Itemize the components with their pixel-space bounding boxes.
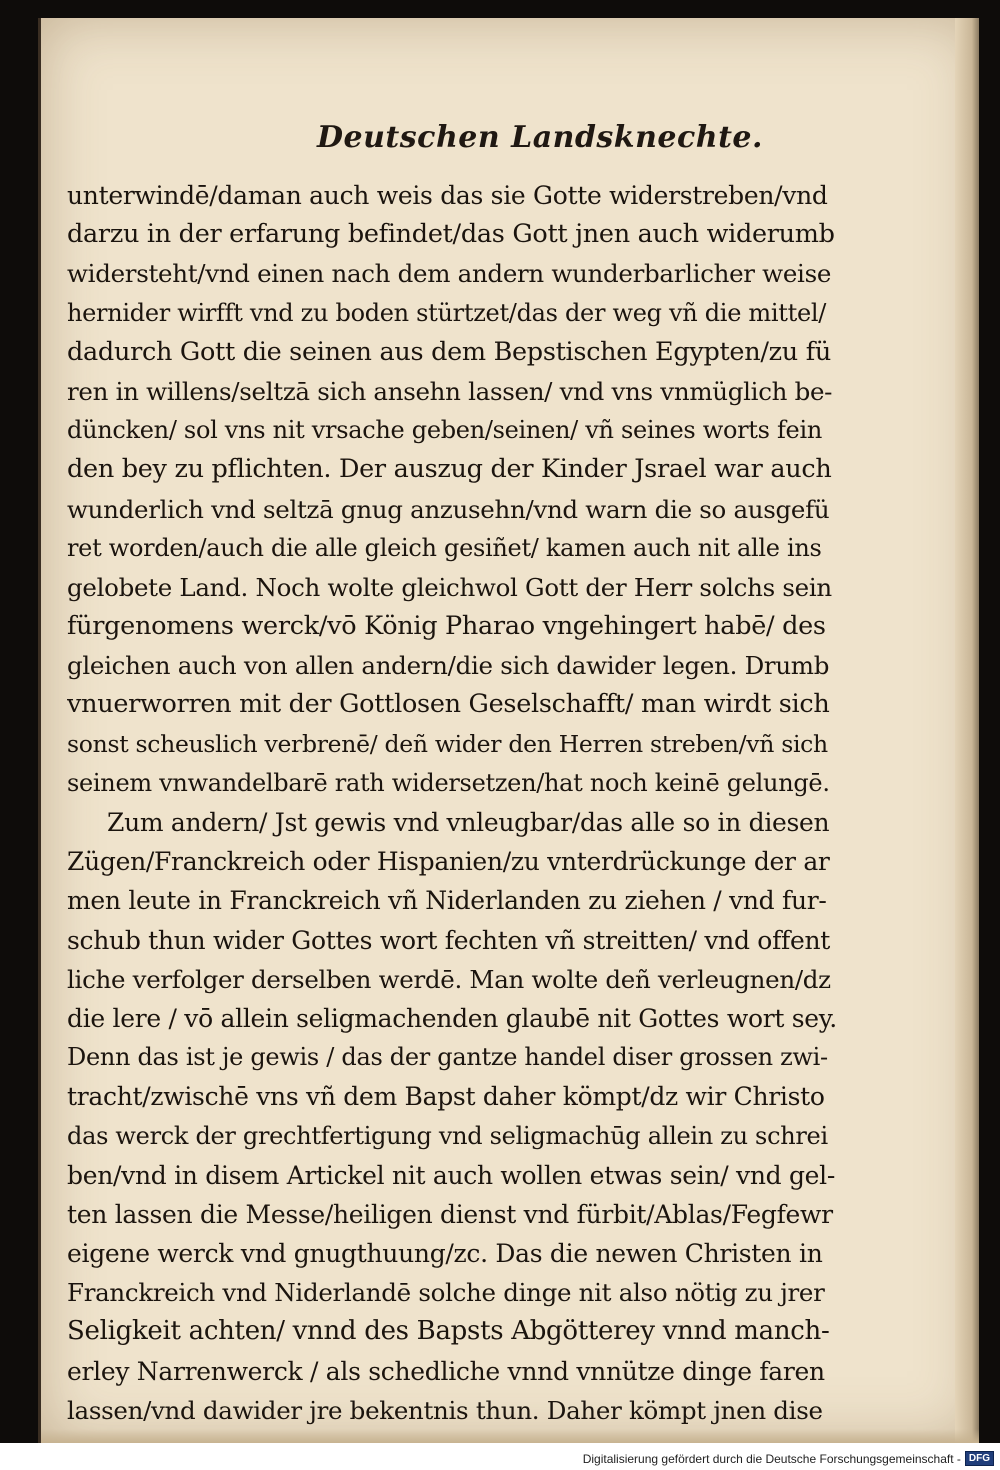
- body-text: [67, 176, 837, 1430]
- text-line: widersteht/vnd einen nach dem andern wunderbarlicher weise: [67, 259, 832, 289]
- text-line: das werck der grechtfertigung vnd seligmachūg allein zu schrei: [67, 1121, 828, 1150]
- text-line: gelobete Land. Noch wolte gleichwol Gott der Herr solchs sein: [67, 572, 832, 602]
- text-line: lassen/vnd dawider jre bekentnis thun. Daher kömpt jnen dise: [67, 1395, 823, 1425]
- text-line: ben/vnd in disem Artickel nit auch wollen etwas sein/ vnd gel-: [67, 1160, 836, 1190]
- footer-credit: [583, 1451, 994, 1466]
- text-line: ten lassen die Messe/heiligen dienst vnd fürbit/Ablas/Fegfewr: [67, 1199, 833, 1229]
- text-line: Denn das ist je gewis / das der gantze handel diser grossen zwi-: [67, 1043, 828, 1072]
- text-line: darzu in der erfarung befindet/das Gott jnen auch widerumb: [67, 219, 835, 250]
- page-bottom-edge: [41, 1429, 979, 1443]
- text-line: gleichen auch von allen andern/die sich dawider legen. Drumb: [67, 651, 830, 681]
- text-line: ren in willens/seltzā sich ansehn lassen/ vnd vns vnmüglich be-: [67, 376, 833, 406]
- text-line: erley Narrenwerck / als schedliche vnnd vnnütze dinge faren: [67, 1356, 825, 1386]
- book-page: [38, 18, 979, 1443]
- text-line: unterwindē/daman auch weis das sie Gotte widerstreben/vnd: [67, 181, 828, 210]
- text-line: dadurch Gott die seinen aus dem Bepstischen Egypten/zu fü: [67, 336, 831, 367]
- text-line: die lere / vō allein seligmachenden glaubē nit Gottes wort sey.: [67, 1003, 837, 1033]
- text-line: Franckreich vnd Niderlandē solche dinge nit also nötig zu jrer: [67, 1278, 825, 1308]
- dfg-logo: DFG: [965, 1451, 994, 1466]
- running-head: Deutschen Landsknechte.: [317, 120, 763, 155]
- text-line: hernider wirfft vnd zu boden stürtzet/das der weg vñ die mittel/: [67, 298, 827, 327]
- text-line: tracht/zwischē vns vñ dem Bapst daher kömpt/dz wir Christo: [67, 1082, 825, 1112]
- text-line: Zum andern/ Jst gewis vnd vnleugbar/das alle so in diesen: [107, 808, 830, 837]
- text-line: wunderlich vnd seltzā gnug anzusehn/vnd warn die so ausgefü: [67, 494, 830, 524]
- text-line: Seligkeit achten/ vnnd des Bapsts Abgötterey vnnd manch-: [67, 1316, 830, 1347]
- text-line: fürgenomens werck/vō König Pharao vngehingert habē/ des: [67, 611, 826, 642]
- text-line: den bey zu pflichten. Der auszug der Kinder Jsrael war auch: [67, 454, 832, 485]
- text-line: ret worden/auch die alle gleich gesiñet/ kamen auch nit alle ins: [67, 533, 822, 562]
- text-line: eigene werck vnd gnugthuung/zc. Das die newen Christen in: [67, 1239, 823, 1269]
- text-line: sonst scheuslich verbrenē/ deñ wider den Herren streben/vñ sich: [67, 729, 828, 758]
- text-line: vnuerworren mit der Gottlosen Geselschafft/ man wirdt sich: [67, 689, 830, 720]
- footer-credit-text: Digitalisierung gefördert durch die Deutsche Forschungsgemeinschaft -: [582, 1451, 961, 1466]
- text-line: liche verfolger derselben werdē. Man wolte deñ verleugnen/dz: [67, 964, 831, 994]
- text-line: seinem vnwandelbarē rath widersetzen/hat noch keinē gelungē.: [67, 768, 830, 797]
- text-line: schub thun wider Gottes wort fechten vñ streitten/ vnd offent: [67, 925, 831, 955]
- text-line: Zügen/Franckreich oder Hispanien/zu vnterdrückunge der ar: [67, 847, 830, 877]
- text-line: men leute in Franckreich vñ Niderlanden zu ziehen / vnd fur-: [67, 886, 827, 916]
- text-line: düncken/ sol vns nit vrsache geben/seinen/ vñ seines worts fein: [67, 416, 822, 445]
- page-fore-edge: [955, 18, 979, 1443]
